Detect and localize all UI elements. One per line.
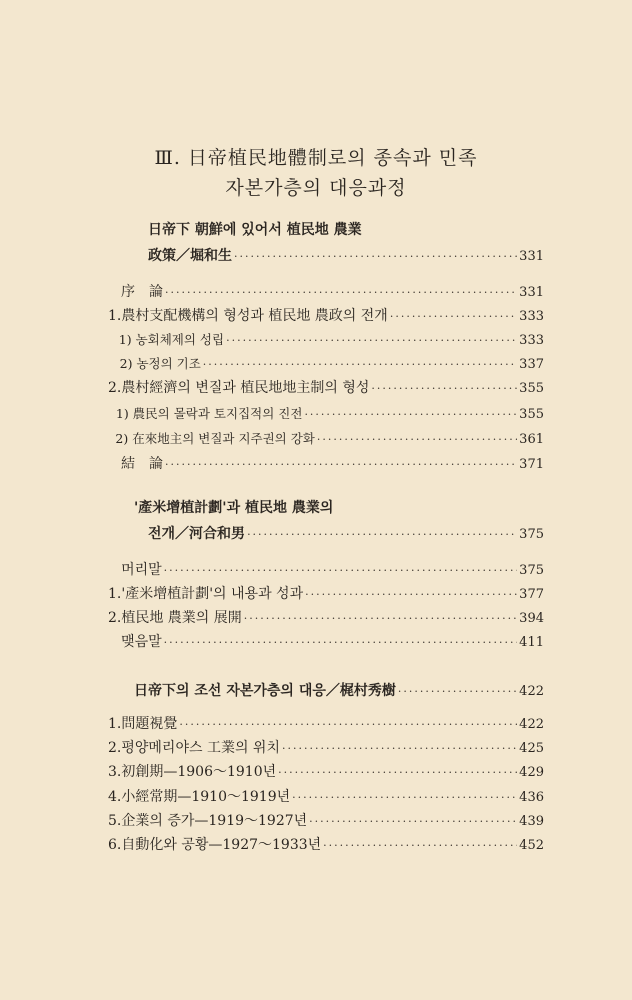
entry-title: 머리말 — [121, 562, 162, 578]
page-number: 333 — [519, 333, 544, 348]
dot-leader — [305, 584, 517, 606]
dot-leader — [371, 378, 517, 400]
page-number: 333 — [519, 309, 544, 324]
dot-leader — [317, 429, 517, 451]
section3-title — [134, 680, 544, 702]
entry-number: 2. — [108, 610, 122, 626]
toc-entry — [108, 428, 544, 450]
dot-leader — [309, 811, 517, 833]
dot-leader — [234, 246, 517, 268]
entry-title: 日帝下의 조선 자본가층의 대응／梶村秀樹 — [134, 683, 396, 699]
dot-leader — [179, 714, 517, 736]
toc-entry — [108, 713, 544, 735]
page-number: 355 — [519, 381, 544, 396]
dot-leader — [390, 306, 517, 328]
dot-leader — [323, 835, 517, 857]
section2-title-line2 — [148, 523, 544, 545]
entry-number: 3. — [108, 764, 122, 780]
chapter-heading-line2: 자본가층의 대응과정 — [225, 177, 407, 199]
dot-leader — [398, 681, 517, 703]
toc-entry — [108, 761, 544, 783]
section1-title-line1 — [148, 219, 362, 241]
dot-leader — [164, 560, 518, 582]
page-number: 361 — [519, 432, 544, 447]
toc-entry — [108, 403, 544, 425]
toc-entry — [108, 786, 544, 808]
entry-title: 1) 농회체제의 성립 — [118, 332, 225, 347]
entry-title: 自動化와 공황—1927～1933년 — [121, 837, 322, 853]
section2-title-line1 — [134, 497, 333, 519]
page-number: 429 — [519, 765, 544, 780]
entry-number: 4. — [108, 789, 122, 805]
entry-number: 2. — [108, 740, 122, 756]
page-number: 439 — [519, 814, 544, 829]
entry-title: 1) 農民의 몰락과 토지집적의 진전 — [115, 406, 303, 421]
entry-title: 전개／河合和男 — [148, 526, 246, 542]
entry-title: 農村支配機構의 형성과 植民地 農政의 전개 — [121, 308, 388, 324]
entry-title: 農村經濟의 변질과 植民地地主制의 형성 — [121, 380, 370, 396]
dot-leader — [304, 404, 517, 426]
page-number: 331 — [519, 285, 544, 300]
toc-entry — [108, 281, 544, 303]
entry-title: 日帝下 朝鮮에 있어서 植民地 農業 — [148, 222, 362, 238]
toc-entry — [108, 453, 544, 475]
page-number: 425 — [519, 741, 544, 756]
toc-entry — [108, 810, 544, 832]
page-number: 452 — [519, 838, 544, 853]
toc-entry — [108, 329, 544, 351]
entry-number: 1. — [108, 308, 122, 324]
entry-title: 맺음말 — [121, 634, 162, 650]
page-number: 371 — [519, 457, 544, 472]
entry-title: 小經常期—1910～1919년 — [121, 789, 291, 805]
entry-title: 序 論 — [121, 284, 164, 300]
entry-title: 植民地 農業의 展開 — [121, 610, 242, 626]
dot-leader — [165, 282, 517, 304]
entry-title: 初創期—1906～1910년 — [121, 764, 277, 780]
toc-entry — [108, 737, 544, 759]
entry-number: 2. — [108, 380, 122, 396]
entry-number: 5. — [108, 813, 122, 829]
entry-number: 6. — [108, 837, 122, 853]
dot-leader — [244, 608, 517, 630]
toc-entry — [108, 377, 544, 399]
toc-entry — [108, 607, 544, 629]
toc-entry — [108, 583, 544, 605]
dot-leader — [278, 762, 517, 784]
page-number: 422 — [519, 717, 544, 732]
page-number: 355 — [519, 407, 544, 422]
page-number: 375 — [519, 527, 544, 542]
entry-number: 1. — [108, 586, 122, 602]
entry-number: 1. — [108, 716, 122, 732]
dot-leader — [292, 787, 517, 809]
toc-entry — [108, 834, 544, 856]
chapter-heading-line1: Ⅲ. 日帝植民地體制로의 종속과 민족 — [154, 147, 478, 169]
page-number: 394 — [519, 611, 544, 626]
toc-entry — [108, 631, 544, 653]
page-number: 331 — [519, 249, 544, 264]
toc-entry — [108, 353, 544, 375]
entry-title: 政策／堀和生 — [148, 248, 232, 264]
page-number: 422 — [519, 684, 544, 699]
toc-entry — [108, 305, 544, 327]
page-number: 377 — [519, 587, 544, 602]
page-number: 337 — [519, 357, 544, 372]
page-number: 436 — [519, 790, 544, 805]
dot-leader — [165, 454, 517, 476]
entry-title: '產米增植計劃'과 植民地 農業의 — [134, 500, 334, 516]
dot-leader — [226, 330, 517, 352]
dot-leader — [247, 524, 517, 546]
entry-title: 2) 농정의 기조 — [119, 356, 201, 371]
entry-title: 結 論 — [121, 456, 164, 472]
page-number: 411 — [519, 635, 544, 650]
dot-leader — [164, 632, 518, 654]
entry-title: '產米增植計劃'의 내용과 성과 — [121, 586, 304, 602]
page-number: 375 — [519, 563, 544, 578]
section1-title-line2 — [148, 245, 544, 267]
entry-title: 問題視覺 — [121, 716, 178, 732]
dot-leader — [203, 354, 517, 376]
entry-title: 평양메리야스 工業의 위치 — [121, 740, 280, 756]
toc-entry — [108, 559, 544, 581]
entry-title: 2) 在來地主의 변질과 지주권의 강화 — [115, 431, 315, 446]
dot-leader — [282, 738, 517, 760]
entry-title: 企業의 증가—1919～1927년 — [121, 813, 308, 829]
